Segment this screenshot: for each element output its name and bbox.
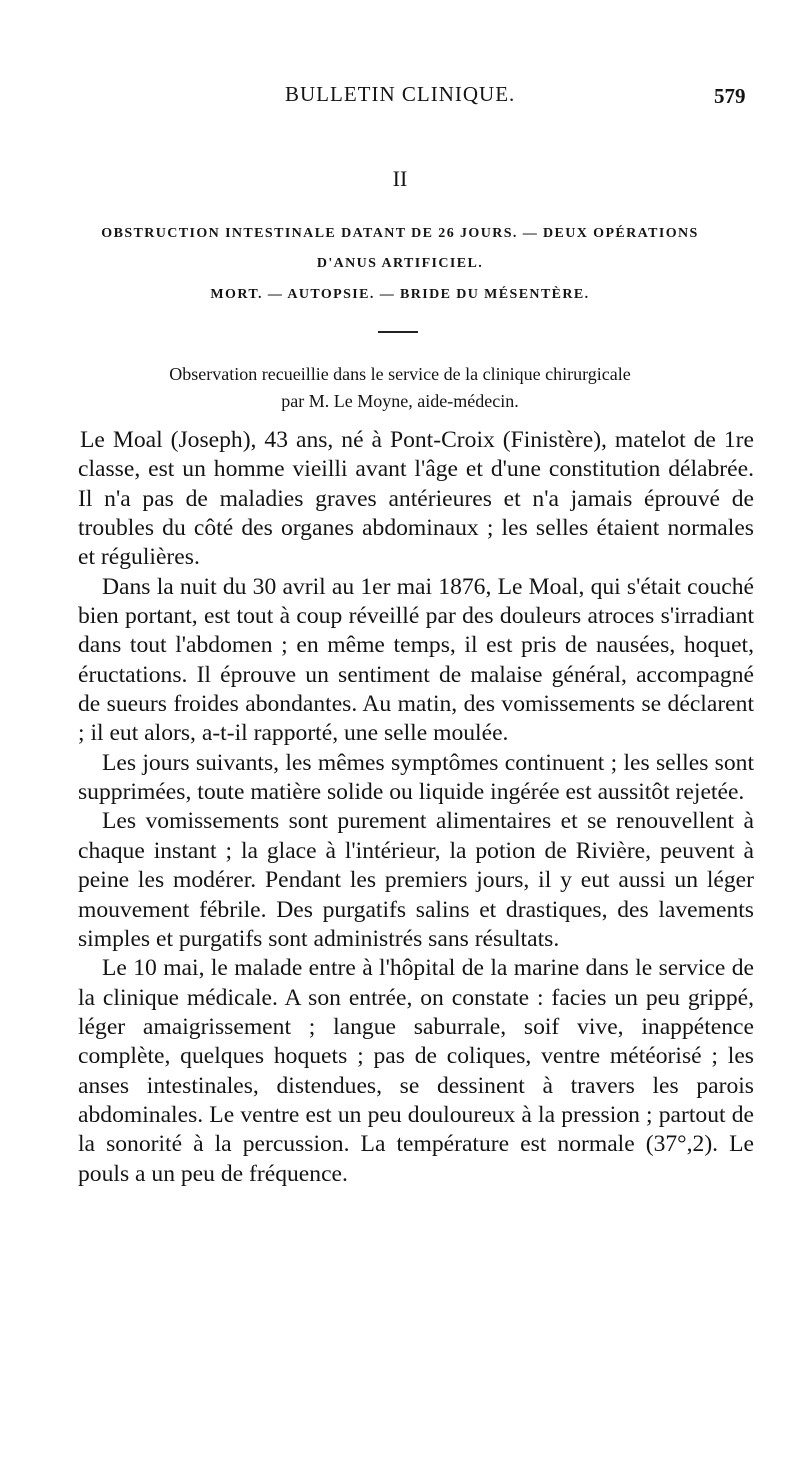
- running-title: BULLETIN CLINIQUE.: [285, 82, 516, 106]
- heading-divider: [378, 331, 418, 333]
- source-note-line-1: Observation recueillie dans le service de la clinique chirurgicale: [169, 364, 631, 384]
- running-head: [0, 82, 800, 112]
- body-text: [78, 426, 754, 1189]
- paragraph-4: Les vomissements sont purement alimentaires et se renouvellent à chaque instant ; la glace à l'intérieur, la potion de Rivière, peuvent à peine les modérer. Pendant les premiers jours, il y eut aussi un léger mouvement fébrile. Des purgatifs salins et drastiques, des lavements simples et purgatifs sont administrés sans résultats.: [78, 808, 754, 952]
- article-heading-line-2: D'ANUS ARTIFICIEL.: [316, 256, 484, 271]
- section-number: II: [392, 166, 408, 191]
- paragraph-1: Le Moal (Joseph), 43 ans, né à Pont-Croix (Finistère), matelot de 1re classe, est un homme vieilli avant l'âge et d'une constitution délabrée. Il n'a pas de maladies graves antérieures et n'a jamais éprouvé de troubles du côté des organes abdominaux ; les selles étaient normales et régulières.: [78, 427, 754, 571]
- page-number: 579: [714, 84, 746, 108]
- source-note-line-2: par M. Le Moyne, aide-médecin.: [281, 391, 519, 411]
- article-heading-line-3: MORT. — AUTOPSIE. — BRIDE DU MÉSENTÈRE.: [210, 287, 590, 302]
- paragraph-3: Les jours suivants, les mêmes symptômes continuent ; les selles sont supprimées, toute matière solide ou liquide ingérée est aussitôt rejetée.: [78, 749, 754, 806]
- paragraph-5: Le 10 mai, le malade entre à l'hôpital de la marine dans le service de la clinique médicale. A son entrée, on constate : facies un peu grippé, léger amaigrissement ; langue saburrale, soif vive, inappétence complète, quelques hoquets ; pas de coliques, ventre météorisé ; les anses intestinales, distendues, se dessinent à travers les parois abdominales. Le ventre est un peu douloureux à la pression ; partout de la sonorité à la percussion. La température est normale (37°,2). Le pouls a un peu de fréquence.: [78, 955, 754, 1187]
- paragraph-2: Dans la nuit du 30 avril au 1er mai 1876, Le Moal, qui s'était couché bien portant, est tout à coup réveillé par des douleurs atroces s'irradiant dans tout l'abdomen ; en même temps, il est pris de nausées, hoquet, éructations. Il éprouve un sentiment de malaise général, accompagné de sueurs froides abondantes. Au matin, des vomissements se déclarent ; il eut alors, a-t-il rapporté, une selle moulée.: [78, 573, 754, 747]
- article-heading-line-1: OBSTRUCTION INTESTINALE DATANT DE 26 JOURS. — DEUX OPÉRATIONS: [101, 226, 699, 241]
